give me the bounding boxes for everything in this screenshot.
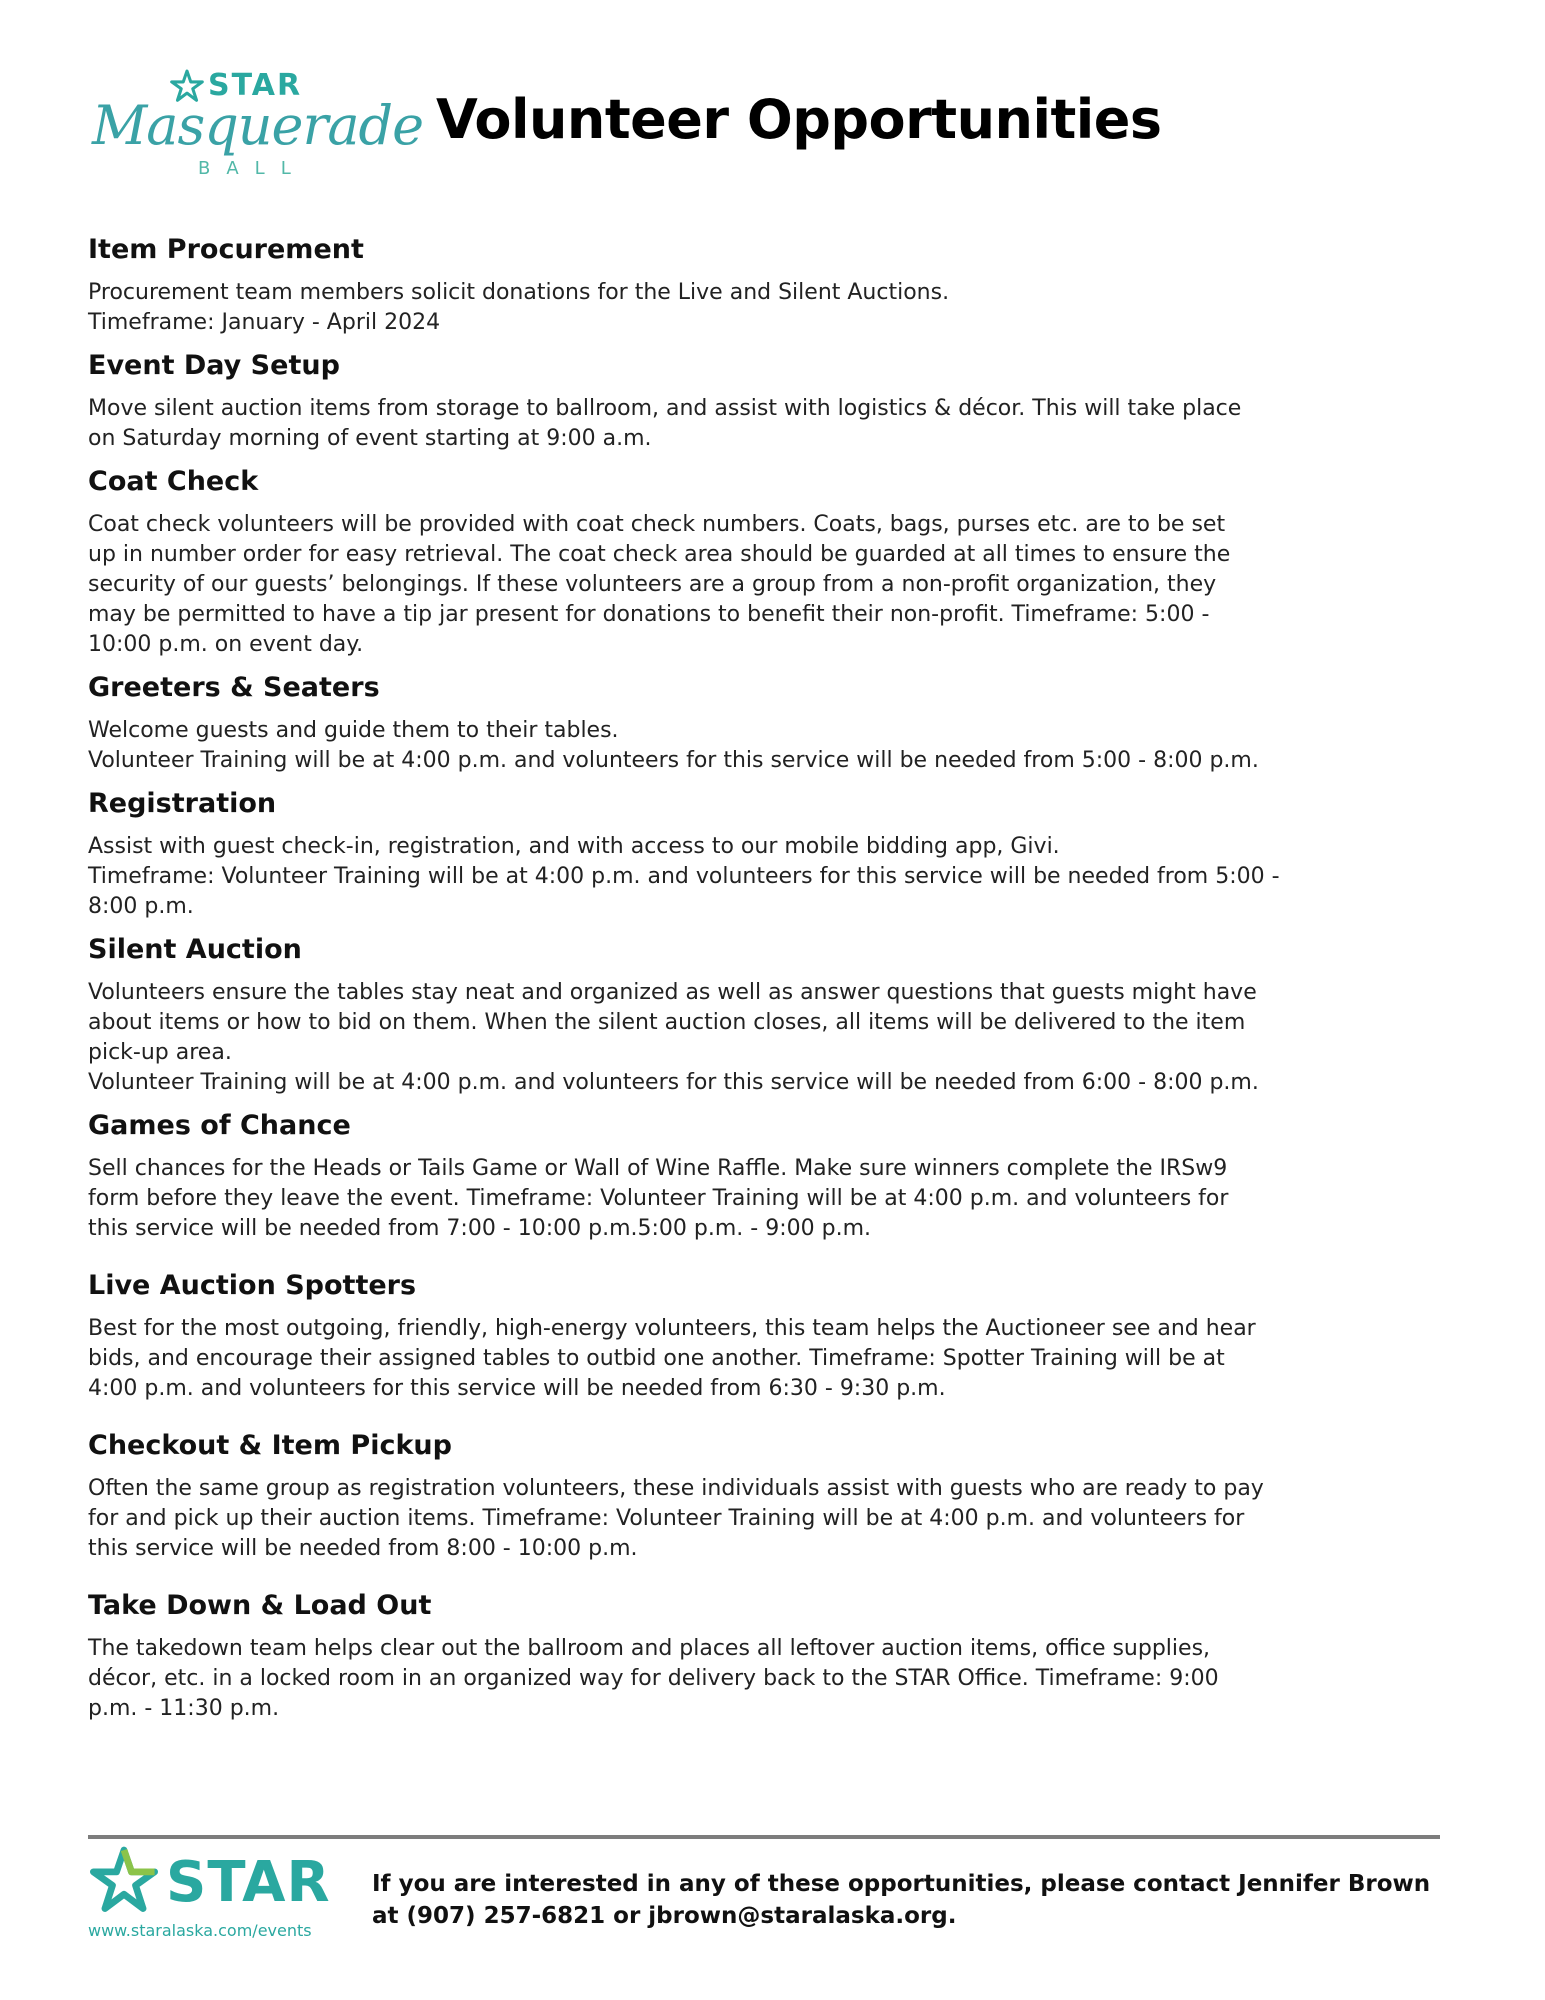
section-title: Coat Check [88,466,259,497]
section-games-of-chance [88,1108,1458,1244]
section-body: Welcome guests and guide them to their tables. Volunteer Training will be at 4:00 p.m. and volunteers for this service will be needed from 5:00 - 8:00 p.m. [88,718,1259,773]
section-checkout-item-pickup [88,1428,1458,1564]
logo-script-word: Masquerade [92,94,424,157]
footer-contact-text [372,1868,1432,1932]
section-live-auction-spotters [88,1268,1458,1404]
page-header [88,60,1468,190]
section-title: Live Auction Spotters [88,1270,417,1301]
section-event-day-setup [88,348,1458,454]
section-body: Often the same group as registration volunteers, these individuals assist with guests who are ready to pay for and pick up their auction items. Timeframe: Volunteer Training will be at 4:00 p.m. and volunteers for this service will be needed from 8:00 - 10:00 p.m. [88,1476,1264,1561]
section-body: Move silent auction items from storage to ballroom, and assist with logistics & décor. This will take place on Saturday morning of event starting at 9:00 a.m. [88,396,1242,451]
page-title: Volunteer Opportunities [436,88,1162,151]
section-body: Assist with guest check-in, registration, and with access to our mobile bidding app, Givi. Timeframe: Volunteer Training will be at 4:00 p.m. and volunteers for this service will be needed from 5:00 - 8:00 p.m. [88,834,1280,919]
footer-logo-word: STAR [166,1849,331,1915]
section-silent-auction [88,932,1458,1098]
section-take-down-load-out [88,1588,1458,1724]
section-body: Volunteers ensure the tables stay neat and organized as well as answer questions that guests might have about items or how to bid on them. When the silent auction closes, all items will be delivered to the item pick-up area. Volunteer Training will be at 4:00 p.m. and volunteers for this service will be needed from 6:00 - 8:00 p.m. [88,980,1259,1095]
section-title: Registration [88,788,277,819]
footer-url-link[interactable]: www.staralaska.com/events [88,1921,312,1940]
section-greeters-seaters [88,670,1458,776]
contact-text: If you are interested in any of these opportunities, please contact Jennifer Brown at (907) 257-6821 or jbrown@staralaska.org. [372,1871,1431,1929]
section-title: Checkout & Item Pickup [88,1430,452,1461]
section-item-procurement [88,232,1458,338]
star-footer-logo [88,1846,348,1940]
section-title: Games of Chance [88,1110,351,1141]
section-title: Take Down & Load Out [88,1590,432,1621]
section-body: Sell chances for the Heads or Tails Game or Wall of Wine Raffle. Make sure winners complete the IRSw9 form before they leave the event. Timeframe: Volunteer Training will be at 4:00 p.m. and volunteers for this service will be needed from 7:00 - 10:00 p.m.5:00 p.m. - 9:00 p.m. [88,1156,1229,1241]
section-body: The takedown team helps clear out the ballroom and places all leftover auction items, office supplies, décor, etc. in a locked room in an organized way for delivery back to the STAR Office. Timeframe: 9:00 p.m. - 11:30 p.m. [88,1636,1219,1721]
logo-star-word: STAR [208,68,303,103]
section-title: Silent Auction [88,934,302,965]
section-title: Greeters & Seaters [88,672,380,703]
footer-logo-row [88,1846,348,1919]
section-body: Procurement team members solicit donations for the Live and Silent Auctions. Timeframe: January - April 2024 [88,280,950,335]
section-body: Coat check volunteers will be provided with coat check numbers. Coats, bags, purses etc. are to be set up in number order for easy retrieval. The coat check area should be guarded at all times to ensure the security of our guests’ belongings. If these volunteers are a group from a non-profit organization, they may be permitted to have a tip jar present for donations to benefit their non-profit. Timeframe: 5:00 - 10:00 p.m. on event day. [88,512,1231,657]
section-title: Item Procurement [88,234,364,265]
footer-divider [88,1835,1440,1839]
section-registration [88,786,1458,922]
opportunities-list [88,232,1458,1734]
star-outline-icon [88,1846,160,1919]
section-coat-check [88,464,1458,660]
star-masquerade-ball-logo [88,60,424,190]
logo-ball-word: BALL [198,158,307,179]
section-body: Best for the most outgoing, friendly, high-energy volunteers, this team helps the Auctioneer see and hear bids, and encourage their assigned tables to outbid one another. Timeframe: Spotter Training will be at 4:00 p.m. and volunteers for this service will be needed from 6:30 - 9:30 p.m. [88,1316,1256,1401]
section-title: Event Day Setup [88,350,340,381]
